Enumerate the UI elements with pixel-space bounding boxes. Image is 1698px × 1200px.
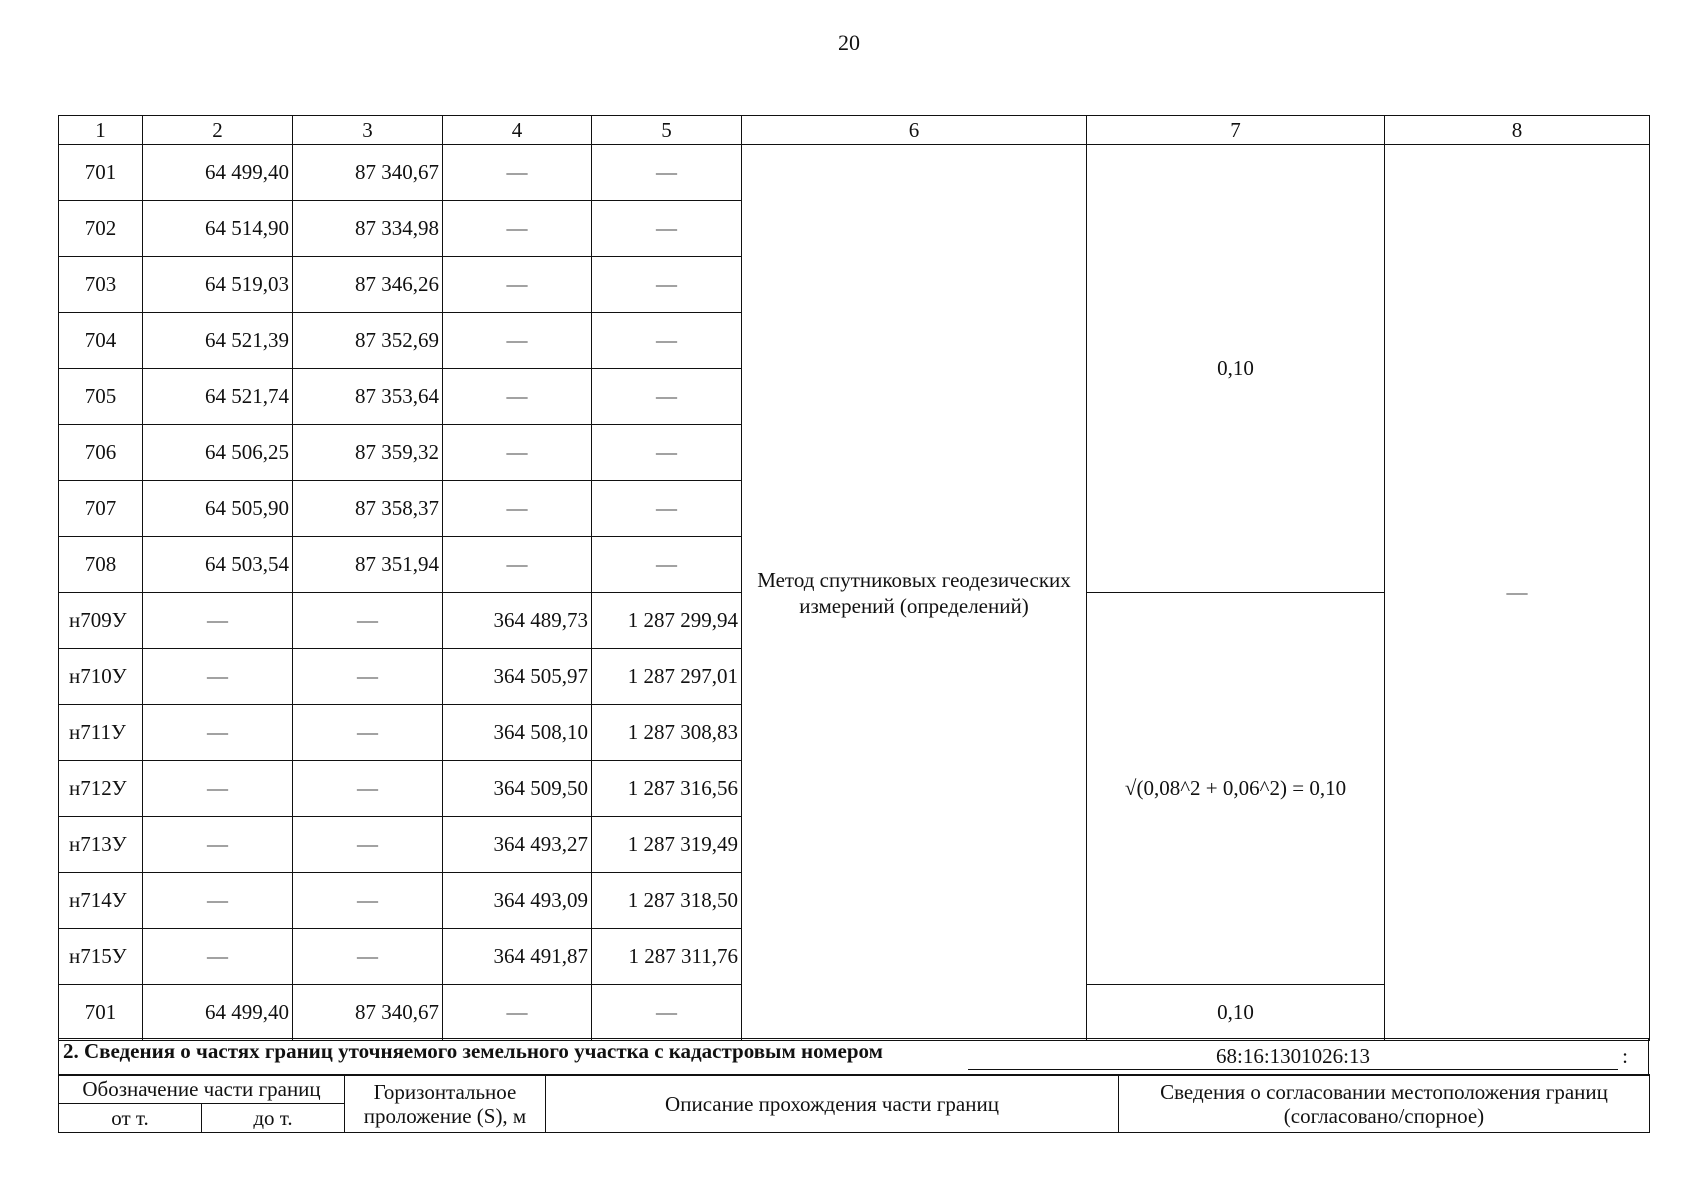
point-label: 703 [59,257,143,313]
coord-x-new: 364 508,10 [443,705,592,761]
coord-x: 64 505,90 [143,481,293,537]
coord-x: 64 519,03 [143,257,293,313]
coord-y-new: 1 287 308,83 [592,705,742,761]
coord-y-new: 1 287 299,94 [592,593,742,649]
coord-y: — [293,761,443,817]
header-col-6: 6 [742,116,1087,145]
point-label: 702 [59,201,143,257]
coord-x: 64 499,40 [143,145,293,201]
coord-y-new: — [592,537,742,593]
coord-x-new: 364 491,87 [443,929,592,985]
coord-y-new: 1 287 311,76 [592,929,742,985]
table-row [59,145,1650,201]
coord-x: — [143,593,293,649]
coord-y-new: — [592,313,742,369]
to-point-header: до т. [202,1104,345,1133]
coord-x-new: 364 493,27 [443,817,592,873]
section-2-title: 2. Сведения о частях границ уточняемого земельного участка с кадастровым номером [63,1039,883,1063]
point-label: 708 [59,537,143,593]
coord-y: 87 351,94 [293,537,443,593]
coord-x-new: — [443,257,592,313]
coord-x-new: — [443,145,592,201]
point-label: 704 [59,313,143,369]
header-col-1: 1 [59,116,143,145]
coord-x: — [143,705,293,761]
coord-x-new: — [443,201,592,257]
point-label: 707 [59,481,143,537]
coord-y: 87 346,26 [293,257,443,313]
header-col-3: 3 [293,116,443,145]
point-label: 701 [59,145,143,201]
coord-y-new: — [592,985,742,1041]
coord-y-new: 1 287 297,01 [592,649,742,705]
coord-y: 87 334,98 [293,201,443,257]
page-number: 20 [838,30,860,55]
coord-x: 64 521,74 [143,369,293,425]
coord-y-new: — [592,369,742,425]
coord-x-new: — [443,313,592,369]
coord-x-new: — [443,985,592,1041]
coord-x-new: 364 509,50 [443,761,592,817]
coord-x: — [143,873,293,929]
coord-y: 87 340,67 [293,145,443,201]
cadastral-number: 68:16:1301026:13 [968,1043,1618,1070]
agreement-header: Сведения о согласовании местоположения границ (согласовано/спорное) [1119,1075,1650,1133]
coord-x: 64 503,54 [143,537,293,593]
point-label: н710У [59,649,143,705]
point-label: н715У [59,929,143,985]
coord-y: 87 352,69 [293,313,443,369]
header-col-2: 2 [143,116,293,145]
coord-x-new: — [443,425,592,481]
point-label: 701 [59,985,143,1041]
section-2-heading [58,1038,1649,1076]
point-label: 705 [59,369,143,425]
description-header: Описание прохождения части границ [546,1075,1119,1133]
point-label: н711У [59,705,143,761]
coord-y-new: — [592,425,742,481]
horizontal-header: Горизонтальное проложение (S), м [345,1075,546,1133]
coord-y-new: — [592,145,742,201]
coord-x: — [143,761,293,817]
coord-y-new: — [592,201,742,257]
section-2-colon: : [1622,1044,1628,1068]
coord-x-new: 364 489,73 [443,593,592,649]
coord-y: 87 353,64 [293,369,443,425]
coord-y: — [293,817,443,873]
coord-y-new: — [592,257,742,313]
coord-x: 64 506,25 [143,425,293,481]
coord-x: 64 514,90 [143,201,293,257]
header-col-8: 8 [1385,116,1650,145]
coord-y: — [293,593,443,649]
coord-x-new: 364 505,97 [443,649,592,705]
coord-x: — [143,817,293,873]
coord-y: 87 340,67 [293,985,443,1041]
accuracy-group-3: 0,10 [1087,985,1385,1041]
point-label: н712У [59,761,143,817]
coordinates-table [58,115,1650,1041]
point-label: н709У [59,593,143,649]
coord-x: — [143,929,293,985]
coord-y-new: 1 287 319,49 [592,817,742,873]
point-label: н714У [59,873,143,929]
coord-x: 64 521,39 [143,313,293,369]
accuracy-group-1: 0,10 [1087,145,1385,593]
coord-y: 87 358,37 [293,481,443,537]
point-label: 706 [59,425,143,481]
coord-y: — [293,705,443,761]
coord-x: — [143,649,293,705]
point-label: н713У [59,817,143,873]
designation-header: Обозначение части границ [59,1075,345,1104]
from-point-header: от т. [59,1104,202,1133]
header-col-7: 7 [1087,116,1385,145]
header-col-5: 5 [592,116,742,145]
coord-y-new: — [592,481,742,537]
measurement-method: Метод спутниковых геодезических измерений (определений) [742,145,1087,1041]
coord-x-new: — [443,369,592,425]
header-row [59,116,1650,145]
header-col-4: 4 [443,116,592,145]
coord-y-new: 1 287 318,50 [592,873,742,929]
coord-y: — [293,649,443,705]
boundary-parts-table [58,1074,1650,1133]
coord-y: — [293,929,443,985]
coord-x-new: — [443,537,592,593]
coord-x: 64 499,40 [143,985,293,1041]
coord-x-new: — [443,481,592,537]
coord-y-new: 1 287 316,56 [592,761,742,817]
coord-y: — [293,873,443,929]
coord-x-new: 364 493,09 [443,873,592,929]
accuracy-group-2: √(0,08^2 + 0,06^2) = 0,10 [1087,593,1385,985]
coord-y: 87 359,32 [293,425,443,481]
col8-value: — [1385,145,1650,1041]
